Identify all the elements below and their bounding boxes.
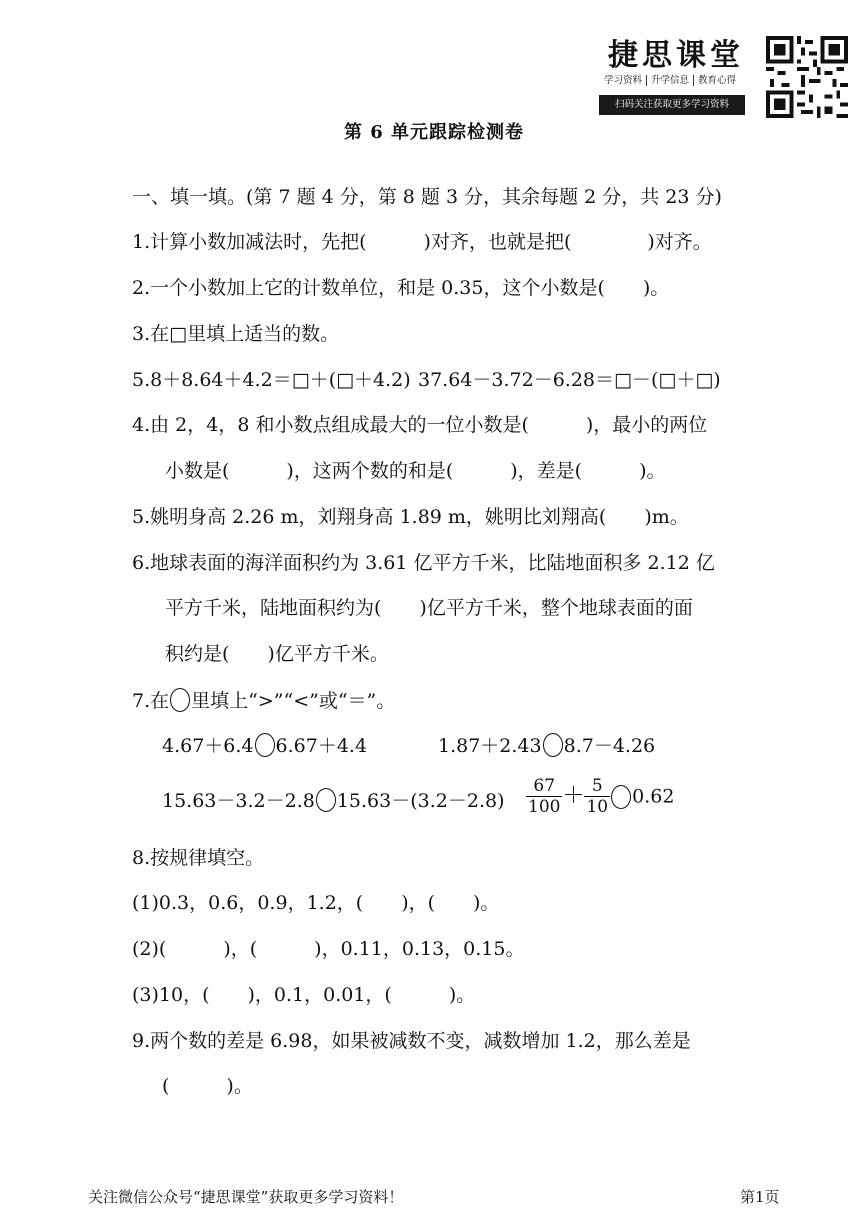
question-4-line-1: 4.由 2，4，8 和小数点组成最大的一位小数是( )，最小的两位	[132, 414, 708, 436]
question-7-prefix: 7.在	[132, 690, 170, 712]
blank-circle-icon	[255, 733, 275, 757]
question-9-line-1: 9.两个数的差是 6.98，如果被减数不变，减数增加 1.2，那么差是	[132, 1030, 691, 1052]
question-7	[132, 688, 395, 713]
question-8-part-2: (2)( )，( )，0.11，0.13，0.15。	[132, 938, 525, 960]
fraction-denominator: 100	[528, 797, 561, 817]
compare-item-b	[438, 733, 655, 758]
question-6-line-3: 积约是( )亿平方千米。	[165, 643, 389, 665]
blank-circle-icon	[170, 688, 190, 712]
compare-left: 1.87＋2.43	[438, 735, 542, 757]
fraction-numerator: 67	[526, 776, 562, 797]
brand-banner: 扫码关注获取更多学习资料	[599, 95, 745, 115]
brand-tags	[600, 72, 740, 86]
question-4-line-2: 小数是( )，这两个数的和是( )，差是( )。	[165, 460, 666, 482]
page-title: 第 6 单元跟踪检测卷	[343, 122, 525, 143]
question-2: 2.一个小数加上它的计数单位，和是 0.35，这个小数是( )。	[132, 277, 670, 299]
fraction-numerator: 5	[584, 776, 610, 797]
footer-note: 关注微信公众号“捷思课堂”获取更多学习资料！	[88, 1188, 404, 1206]
fraction-denominator: 10	[586, 797, 609, 817]
compare-item-c	[162, 788, 504, 813]
brand-tag: 学习资料	[600, 75, 647, 86]
compare-left: 15.63－3.2－2.8	[162, 790, 315, 812]
question-5: 5.姚明身高 2.26 m，刘翔身高 1.89 m，姚明比刘翔高( )m。	[132, 506, 689, 528]
brand-tag: 教育心得	[698, 75, 737, 86]
question-3-part-b: 37.64－3.72－6.28＝□－(□＋□)	[418, 369, 721, 391]
blank-circle-icon	[611, 785, 631, 809]
question-1: 1.计算小数加减法时，先把( )对齐，也就是把( )对齐。	[132, 231, 712, 253]
compare-right: 0.62	[632, 785, 675, 808]
page-number: 第1页	[740, 1188, 780, 1206]
fraction	[526, 776, 562, 817]
compare-right: 15.63－(3.2－2.8)	[336, 790, 505, 812]
compare-right: 6.67＋4.4	[275, 735, 368, 757]
compare-left: 4.67＋6.4	[162, 735, 254, 757]
question-8-part-3: (3)10，( )，0.1，0.01，( )。	[132, 984, 476, 1006]
compare-right: 8.7－4.26	[563, 735, 656, 757]
qr-code-icon	[766, 36, 848, 118]
question-6-line-2: 平方千米，陆地面积约为( )亿平方千米，整个地球表面的面	[165, 597, 693, 619]
compare-item-a	[162, 733, 367, 758]
compare-item-d	[526, 776, 674, 817]
question-3: 3.在□里填上适当的数。	[132, 323, 340, 345]
question-3-part-a: 5.8＋8.64＋4.2＝□＋(□＋4.2)	[132, 369, 411, 391]
section-heading: 一、填一填。(第 7 题 4 分，第 8 题 3 分，其余每题 2 分，共 23 分)	[132, 186, 722, 208]
question-9-line-2: ( )。	[162, 1075, 253, 1097]
plus-sign: ＋	[562, 783, 585, 809]
question-6-line-1: 6.地球表面的海洋面积约为 3.61 亿平方千米，比陆地面积多 2.12 亿	[132, 552, 715, 574]
blank-circle-icon	[543, 733, 563, 757]
question-8-part-1: (1)0.3，0.6，0.9，1.2，( )，( )。	[132, 892, 500, 914]
blank-circle-icon	[316, 788, 336, 812]
fraction	[584, 776, 610, 817]
brand-tag: 升学信息	[647, 75, 694, 86]
question-7-suffix: 里填上“>”“<”或“＝”。	[191, 690, 396, 712]
brand-name: 捷思课堂	[608, 38, 744, 73]
question-8: 8.按规律填空。	[132, 847, 265, 869]
